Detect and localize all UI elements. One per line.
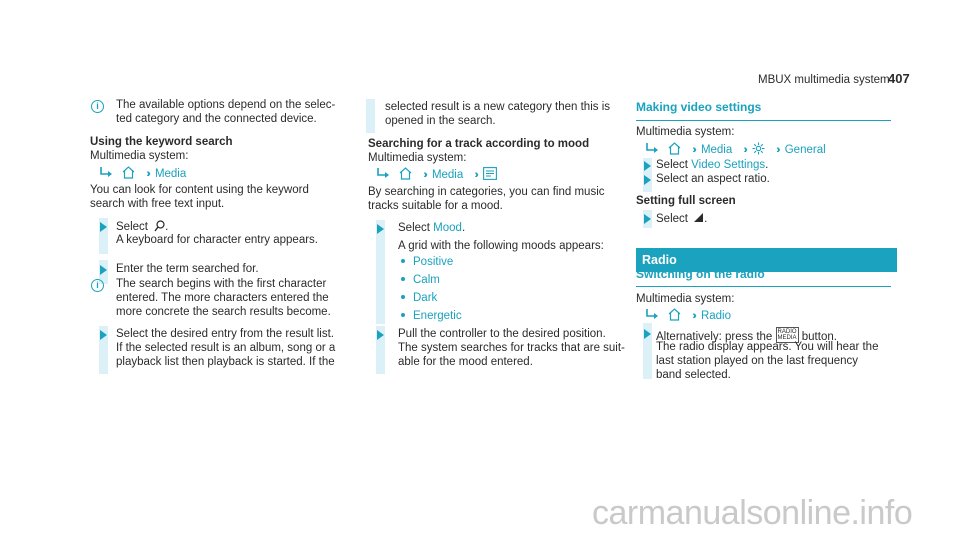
note-text: entered. The more characters entered the	[116, 292, 329, 304]
heading-rule	[636, 120, 891, 121]
step-arrow-icon	[100, 265, 107, 275]
note-text: more concrete the search results become.	[116, 306, 331, 318]
search-icon	[154, 220, 165, 232]
system-label: Multimedia system:	[90, 150, 189, 162]
mood-item[interactable]	[401, 292, 437, 306]
step-text: A grid with the following moods appears:	[398, 240, 604, 252]
info-note	[91, 99, 104, 113]
system-label: Multimedia system:	[636, 126, 735, 138]
step-text-b: .	[704, 213, 708, 225]
chevron-right-icon: ››	[743, 144, 745, 156]
step-text-a: Select	[656, 159, 688, 171]
home-icon	[668, 142, 681, 155]
bullet-icon	[401, 259, 405, 263]
mood-item[interactable]	[401, 256, 453, 270]
mood-label: Calm	[413, 274, 440, 286]
step-text: Pull the controller to the desired position.	[398, 328, 606, 340]
step-text: A keyboard for character entry appears.	[116, 234, 318, 246]
paragraph: search with free text input.	[90, 198, 225, 210]
step-bar	[366, 99, 375, 133]
step-arrow-icon	[644, 161, 651, 171]
mood-link[interactable]: Mood	[433, 222, 462, 234]
menu-path	[376, 167, 497, 183]
radio-key-label: RADIO	[777, 329, 797, 335]
step-arrow-icon	[100, 222, 107, 232]
section-heading: Using the keyword search	[90, 136, 233, 148]
step-text	[116, 220, 168, 235]
chevron-right-icon: ››	[776, 144, 778, 156]
step-text-a: Select	[116, 221, 148, 233]
info-icon: i	[91, 279, 104, 292]
step-text	[656, 212, 707, 227]
step-text-b: .	[461, 222, 466, 234]
step-text: Select an aspect ratio.	[656, 173, 770, 185]
home-icon	[122, 166, 135, 179]
path-general[interactable]: General	[784, 144, 826, 156]
step-text	[656, 159, 768, 173]
step-arrow-icon	[377, 224, 384, 234]
path-arrow-icon	[99, 167, 113, 179]
step-arrow-icon	[644, 329, 651, 339]
heading-rule	[636, 286, 891, 287]
note-text: The available options depend on the selec-	[116, 99, 336, 111]
step-text-b: button.	[801, 331, 837, 343]
menu-path	[645, 308, 731, 324]
step-text: The system searches for tracks that are suit-	[398, 342, 625, 354]
section-heading-radio: Switching on the radio	[636, 267, 765, 281]
chevron-right-icon: ››	[423, 169, 425, 181]
system-label: Multimedia system:	[368, 152, 467, 164]
step-text: If the selected result is an album, song or a	[116, 342, 336, 354]
section-heading-video: Making video settings	[636, 100, 762, 114]
step-text: selected result is a new category then this is	[385, 101, 611, 113]
home-icon	[668, 308, 681, 321]
sub-heading: Setting full screen	[636, 195, 736, 207]
step-text-b: .	[165, 221, 169, 233]
info-icon: i	[91, 100, 104, 113]
menu-path	[645, 142, 826, 158]
watermark: carmanualsonline.info	[592, 494, 913, 532]
paragraph: tracks suitable for a mood.	[368, 200, 503, 212]
step-text: playback list then playback is started. If the	[116, 356, 335, 368]
bullet-icon	[401, 313, 405, 317]
path-radio[interactable]: Radio	[700, 310, 731, 322]
settings-icon	[752, 142, 765, 155]
system-label: Multimedia system:	[636, 293, 735, 305]
step-arrow-icon	[100, 330, 107, 340]
video-settings-link[interactable]: Video Settings	[691, 159, 766, 171]
path-arrow-icon	[645, 143, 659, 155]
mood-label: Dark	[413, 292, 438, 304]
mood-label: Energetic	[413, 310, 462, 322]
list-menu-icon	[483, 167, 497, 180]
page-header-title: MBUX multimedia system	[758, 74, 890, 86]
chevron-right-icon: ››	[692, 310, 694, 322]
paragraph: You can look for content using the keyword	[90, 184, 309, 196]
paragraph: By searching in categories, you can find music	[368, 186, 605, 198]
chevron-right-icon: ››	[692, 144, 694, 156]
step-arrow-icon	[644, 214, 651, 224]
step-text-a: Alternatively: press the	[656, 331, 773, 343]
section-heading: Searching for a track according to mood	[368, 138, 590, 150]
path-arrow-icon	[645, 309, 659, 321]
step-text-a: Select	[656, 213, 688, 225]
mood-label: Positive	[413, 256, 454, 268]
fullscreen-icon	[693, 212, 704, 223]
bullet-icon	[401, 277, 405, 281]
step-text: Select the desired entry from the result list.	[116, 328, 334, 340]
chevron-right-icon: ››	[474, 169, 476, 181]
path-media[interactable]: Media	[431, 169, 464, 181]
path-media[interactable]: Media	[700, 144, 733, 156]
path-media[interactable]: Media	[154, 168, 187, 180]
step-text: last station played on the last frequency	[656, 355, 859, 367]
step-text: band selected.	[656, 369, 731, 381]
step-text: opened in the search.	[385, 115, 496, 127]
mood-item[interactable]	[401, 310, 462, 324]
step-text	[398, 222, 465, 236]
step-text-a: Select	[398, 222, 430, 234]
mood-item[interactable]	[401, 274, 440, 288]
menu-path	[99, 166, 186, 182]
step-text-b: .	[765, 159, 769, 171]
radio-section-band: Radio	[636, 248, 897, 272]
bullet-icon	[401, 295, 405, 299]
page-number: 407	[888, 71, 910, 86]
media-key-label: MEDIA	[777, 335, 797, 341]
step-text: able for the mood entered.	[398, 356, 533, 368]
step-text: The radio display appears. You will hear the	[656, 341, 879, 353]
home-icon	[399, 167, 412, 180]
path-arrow-icon	[376, 168, 390, 180]
step-arrow-icon	[377, 330, 384, 340]
note-text: The search begins with the first character	[116, 278, 327, 290]
step-arrow-icon	[644, 175, 651, 185]
note-text: ted category and the connected device.	[116, 113, 317, 125]
step-text: Enter the term searched for.	[116, 263, 259, 275]
chevron-right-icon: ››	[146, 168, 148, 180]
